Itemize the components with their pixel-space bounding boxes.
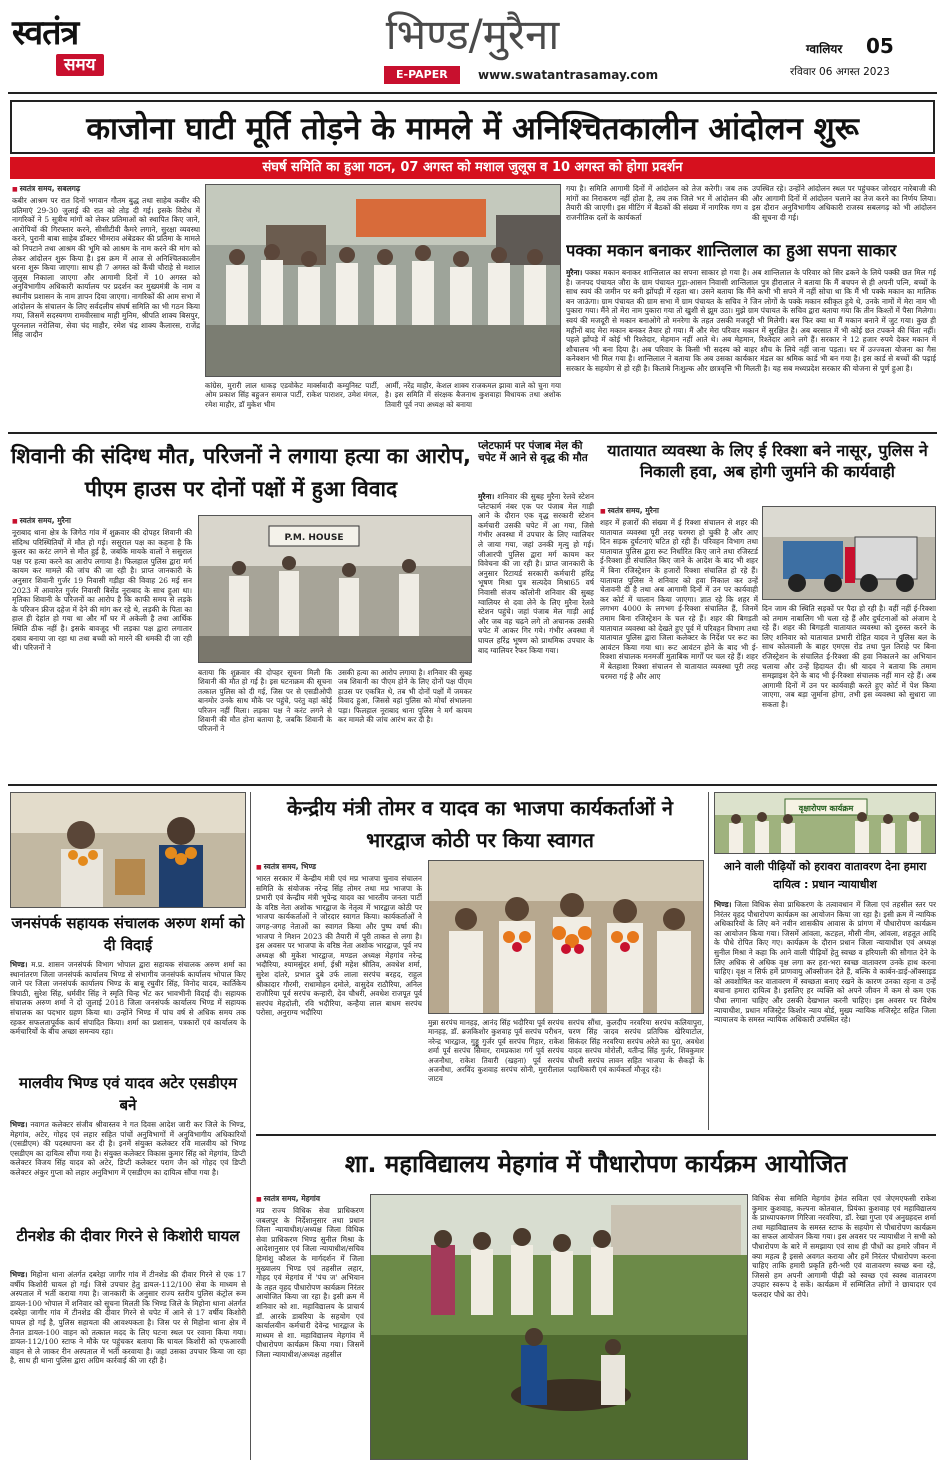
env-dateline: भिण्ड। [714, 900, 732, 909]
lead-caption-2: आर्मी, नरेंद्र माहौर, केशल शाक्य राजकमल झावा वाले को चुना गया है। इस समिति में संरक्षक बैजनाथ कुशवाहा विधायक तथा अशोक तिवारी पूर्व नपा अध्यक्ष को बनाया [385, 381, 561, 409]
traffic-column-1: शहर में हजारों की संख्या में ई रिक्शा संचालन से शहर की यातायात व्यवस्था पूरी तरह चरमरा हो चुकी है और आए दिन सड़क दुर्घटनाएं घटित हो रही हैं। परिवहन विभाग तथा यातायात पुलिस द्वारा रूट निर्धारित किए जाने तथा रजिस्टर्ड ई-रिक्शा ही संचालित किए जाने के आदेश के बाद भी शहर में बिना रजिस्ट्रेशन के हजारों रिक्शा संचालित हो रहे हैं। यातायात पुलिस ने शनिवार को हवा निकाल कर उन्हें चेतावनी दी है तथा अब आगामी दिनों में उन पर कार्यवाही कर कोर्ट में चालान किया जाएगा। ज्ञात रहे कि शहर में लगभग 4000 के लगभग ई-रिक्शा संचालित हैं, जिनमें तमाम बिना रजिस्ट्रेशन के चल रहे हैं। शहर की बिगड़ती यातायात व्यवस्था को देखते हुए पूर्व में परिवहन विभाग तथा यातायात पुलिस द्वारा जिला कलेक्टर के निर्देश पर रूट का आवंटन किया गया था। रूट आवंटन होने के बाद भी ई-रिक्शा संचालक मनमर्जी मुताबिक मार्गों पर चल रहे हैं। शहर में बेतहाशा रिक्शा संचालन से यातायात व्यवस्था पूरी तरह चरमरा गई है और आए [600, 518, 758, 681]
masthead [0, 0, 945, 92]
house-dateline: मुरैना। [566, 268, 583, 277]
welcome-photo [428, 860, 704, 1014]
death-caption-left: बताया कि शुक्रवार की दोपहर सूचना मिली कि शिवानी की मौत हो गई है। इस घटनाक्रम की सूचना तत्काल पुलिस को दी गई, जिस पर से एसडीओपी बानमोर उनके साथ मौके पर पहुंचे, परंतु वहां कोई परिजन नहीं मिला। लड़का पक्ष ने करंट लगने से शिवानी की मौत होना बताया है, जबकि शिवानी के परिजनों ने [198, 668, 332, 734]
column-divider-right [708, 792, 709, 1130]
death-column-1: नूराबाद थाना क्षेत्र के जिगेठ गांव में शुक्रवार की दोपहर शिवानी की संदिग्ध परिस्थितियों में मौत हो गई। ससुराल पक्ष का कहना है कि कूलर का करंट लगने से मौत हुई है, जबकि मायके वालों ने ससुराल पक्ष पर हत्या करने का आरोप लगाया है। फिलहाल पुलिस द्वारा मर्ग कायम कर मामले की जांच की जा रही है। प्राप्त जानकारी के अनुसार शिवानी गुर्जर 19 निवासी गड़ीहा की विवाह 26 मई सन 2023 में आवारेत गुर्जर निवासी बिसेंड नूराबाद के साथ हुआ था। मृतिका शिवानी के परिजनों का आरोप है कि काफी समय से लड़के के परिजन फ्रीज दहेज में देने की मांग कर रहे थे, लड़की के पिता का हाल ही देहांत हो गया था और माँ घर में अकेली है तथा आर्थिक स्थिति ठीक नहीं है। इसके बावजूद भी लड़का पक्ष द्वारा लगातार दबाव बनाया जा रहा था तथा बच्ची को मारने की धमकी दी जा रही थी। परिजनों ने [12, 528, 192, 653]
death-caption-right: उसकी हत्या का आरोप लगाया है। शनिवार की सुबह जब शिवानी का पीएम होने के लिए दोनों पक्ष पीएम हाउस पर एकत्रित थे, तब भी दोनों पक्षों में जमकर विवाद हुआ, जिससे वहां पुलिस को मोर्चा संभालना पड़ा। फिलहाल नूराबाद थाना पुलिस ने मर्ग कायम कर मामले की जांच आरंभ कर दी है। [338, 668, 472, 725]
lead-caption-1: कांग्रेस, मुरारी लाल धाकड़ एडवोकेट मार्क्सवादी कम्युनिस्ट पार्टी, ओम प्रकाश सिंह बहुजन समाज पार्टी, राकेश पाराशर, उमेश मंगल, रमेश माहौर, डॉ मुकेश भीम [205, 381, 379, 409]
welcome-caption-a: मुन्ना सरपंच मानहड़, आनंद सिंह भदौरिया पूर्व सरपंच मानहड़, डॉ. ब्रजकिशोर कुशवाह पूर्व सरपंच परीधन, नरेन्द्र भारद्वाज, गुड्डू गुर्जर पूर्व सरपंच गिहार, राकेश शर्मा पूर्व सरपंच सिमार, रामप्रकाश गर्ग पूर्व सरपंच अजनौधा, राकेश तिवारी (खहना) पूर्व सरपंच अजनौधा, अरविंद कुशवाह सरपंच सोनी, मुरारीलाल जाटव [428, 1018, 564, 1084]
masthead-divider [8, 92, 937, 94]
column-divider-left [250, 792, 251, 1460]
section-divider-3 [256, 1134, 936, 1136]
farewell-body [10, 960, 246, 1066]
sdm-body [10, 1120, 246, 1224]
welcome-column-1: भारत सरकार में केन्द्रीय मंत्री एवं मप्र भाजपा चुनाव संचालन समिति के संयोजक नरेन्द्र सिंह तोमर तथा मप्र भाजपा के प्रभारी एवं केन्द्रीय मंत्री भूपेन्द्र यादव का भारतीय जनता पार्टी के वरिष्ठ नेता अशोक भारद्वाज के नेतृत्व में भारद्वाज कोठी पर भाजपा कार्यकर्ताओं ने जोरदार स्वागत किया। कार्यकर्ताओं ने जगह-जगह नेताओं का स्वागत किया और पुष्प वर्षा की। भाजपा ने मिशन 2023 की तैयारी में पूरी ताकत से लगा है। इस अवसर पर भाजपा के वरिष्ठ नेता अशोक भारद्वाज, पूर्व नप अध्यक्ष श्री मुकेश भारद्वाज, मण्डल अध्यक्ष मेहगांव नरेन्द्र भदौरिया, श्यामसुंदर शर्मा, ईश्री महेश श्रीतिव, अवधेश शर्मा, सुरेश दांतरे, प्रभात दुबे उर्फ लाला सरपंच बरहद, राहुल श्रीकादार गौरमी, राधामोहन दमोले, वासुदेव राठौरिया, अनिल राजौरिया पूर्व सरपंच कन्हारी, देव चौधरी, अवधेश राजपूत पूर्व सरपंच मेहदोली, रवि भदौरिया, कन्हैया लाल बाधम सरपंच परोसा, अनुराग्य भदौरिया [256, 874, 422, 1018]
env-headline: आने वाली पीढ़ियों को हरावरा वातावरण देना हमारा दायित्व : प्रधान न्यायाधीश [723, 860, 927, 891]
logo-bottom-text: समय [56, 54, 104, 76]
house-body [566, 268, 936, 426]
page-number: 05 [866, 34, 894, 58]
issue-date: रविवार 06 अगस्त 2023 [790, 66, 890, 78]
rail-dateline: मुरैना। [478, 492, 495, 501]
wall-body [10, 1270, 246, 1460]
wall-headline: टीनशेड की दीवार गिरने से किशोरी घायल [16, 1227, 240, 1245]
lead-subheadline: संघर्ष समिति का हुआ गठन, 07 अगस्त को मशाल जुलूस व 10 अगस्त को होगा प्रदर्शन [10, 157, 935, 179]
college-headline: शा. महाविद्यालय मेहगांव में पौधारोपण कार्यक्रम आयोजित [344, 1150, 848, 1178]
traffic-byline: ■ स्वतंत्र समय, मुरैना [600, 506, 659, 516]
welcome-byline: ■ स्वतंत्र समय, भिण्ड [256, 862, 316, 872]
welcome-headline: केन्द्रीय मंत्री तोमर व यादव का भाजपा कार्यकर्ताओं ने भारद्वाज कोठी पर किया स्वागत [287, 796, 673, 852]
pm-house-photo [198, 515, 472, 663]
rail-body [478, 492, 594, 778]
section-divider-1 [8, 432, 937, 434]
house-headline: पक्का मकान बनाकर शान्तिलाल का हुआ सपना साकार [566, 241, 897, 260]
section-divider-2 [8, 784, 937, 786]
edition-title: भिण्ड/मुरैना [385, 10, 560, 59]
farewell-photo [10, 792, 246, 908]
farewell-dateline: भिण्ड। [10, 960, 28, 969]
wall-text: मिहोना थाना अंतर्गत दबरेहा जागीर गांव में टीनशेड की दीवार गिरने से एक 17 वर्षीय किशोरी घायल हो गई। जिसे उपचार हेतु डायल-112/100 सेवा के माध्यम से अस्पताल में भर्ती कराया गया है। जानकारी के अनुसार राज्य स्तरीय पुलिस कंट्रोल रूम डायल-100 भोपाल में शनिवार को सूचना मिलती कि भिण्ड जिले के मिहोना थाना अंतर्गत दबरेहा जागीर गांव में टीनशेड की दीवार गिरने से चपेट में आने से 17 वर्षीय किशोरी घायल हो गई है, पुलिस सहायता की आवश्यकता है। जिस पर से मिहोना थाना क्षेत्र में तैनात डायल-100 वाहन को तत्काल मदद के लिए घटना स्थल पर रवाना किया गया। डायल-112/100 स्टाफ ने मौके पर पहुंचकर बताया कि घायल किशोरी को एफआरवी वाहन से ले जाकर रीन अस्पताल में भर्ती करवाया है। जहां उसका उपचार किया जा रहा है, साथ ही थाना पुलिस द्वारा अग्रिम कार्रवाई की जा रही है। [10, 1270, 246, 1366]
sdm-headline: मालवीय भिण्ड एवं यादव अटेर एसडीएम बने [19, 1074, 237, 1114]
protest-photo [205, 184, 561, 377]
sdm-dateline: भिण्ड। [10, 1120, 28, 1129]
death-byline: ■ स्वतंत्र समय, मुरैना [12, 516, 71, 526]
house-text: पक्का मकान बनाकर शान्तिलाल का सपना साकार हो गया है। अब शान्तिलाल के परिवार को सिर ढकने के लिये पक्की छत मिल गई है। जनपद पंचायत जौरा के ग्राम पंचायत गुड़ा-आसन निवासी शान्तिलाल पुत्र हीरालाल ने बताया कि मैं बचपन से ही अपनी पत्नि, बच्चों के साथ स्वयं की जमीन पर बनी झोंपड़ी में रहता था। उसने बताया कि मैंने कभी भी सपने में नहीं सोचा था कि मैं भी पक्के मकान का मालिक बन जाऊंगा। ग्राम पंचायत की ग्राम सभा में ग्राम पंचायत के सचिव ने जिन लोगों के पक्के मकान स्वीकृत हुये थे, उनके नामों में मेरा नाम भी पुकारा गया। मैंने तो मेरा नाम पुकारा गया तो खुशी से झूम उठा। मुझे ग्राम पंचायत के सचिव द्वारा बताया गया कि तीन किश्तों में पैसा मिलेगा। स्वयं की मजदूरी से मकान बनाओगे तो मनरेगा के तहत उसकी मजदूरी भी मिलेगी। बस फिर क्या था मैं मकान बनाने में जुट गया। कुछ ही महीनों बाद मेरा मकान बनकर तैयार हो गया। मैं और मेरा परिवार मकान में सुरक्षित है। अब बरसात में भी कोई छत टपकने की चिंता नहीं। पहले झोंपड़े में कोई भी रिश्तेदार, मेहमान नहीं आते थे। अब मेहमान, रिश्तेदार आने लगे हैं। सरकार ने 12 हजार रुपये देकर मकान में शौचालय भी बना दिया है। अब परिवार के किसी भी सदस्य को बाहर शौच के लिये नहीं जाना पड़ता। घर में उज्ज्वला योजना का गैस कनेक्शन भी मिल गया है। शान्तिलाल ने बताया कि अब उसका कार्यकार मंडल का श्रमिक कार्ड भी बन गया है। इस कार्ड से बच्चों की पढ़ाई सरकार के सहयोग से हो रही है। किताबे निःशुल्क और छात्रवृत्ति भी मिलती है। यह सब मध्यप्रदेश सरकार की योजना से पूर्ण हुआ है। [566, 268, 936, 373]
lead-column-4: गया है। समिति आगामी दिनों में आंदोलन को तेज करेगी। जब तक मांगों का निराकरण नहीं होता है, तब तक जिले भर में आंदोलन की तैयारी की जाएगी। इस मीटिंग में बैठकों की संख्या में नागरिक गण व राजनीतिक दलों के कार्यकर्ता [566, 184, 748, 222]
rail-text: शनिवार की सुबह मुरैना रेलवे स्टेशन प्लेटफार्म नंबर एक पर पंजाब मेल गाड़ी आने के दौरान एक वृद्ध सरकारी स्टेशन कर्मचारी उसकी चपेट में आ गया, जिसे गंभीर अवस्था में उपचार के लिए ग्वालियर ले जाया गया, जहां उनकी मृत्यु हो गई। जीआरपी पुलिस द्वारा मर्ग कायम कर विवेचना की जा रही है। प्राप्त जानकारी के अनुसार रिटायर्ड सरकारी कर्मचारी हरिंद्र भूषण मिश्रा पुत्र सत्यदेव मिश्रा65 वर्ष निवासी संजय कॉलोनी शनिवार की सुबह ग्वालियर से दवा लेने के लिए मुरैना रेलवे स्टेशन पहुंचे। जहां पंजाब मेल गाड़ी आई और जब वह चढ़ने लगे तो अचानक उसकी चपेट में आकर गिर गये। गंभीर अवस्था में घायल हरिंद्र भूषण को प्राथमिक उपचार के बाद ग्वालियर रैफर किया गया। [478, 492, 594, 655]
city-label: ग्वालियर [806, 42, 843, 56]
college-column-2: विधिक सेवा समिति मेहगांव हेमंत सविता एवं जेएमएफसी राकेश कुमार कुशवाह, कल्पना कोतवाल, प्रियंका कुशवाह एवं महाविद्यालय के प्राध्यापकगण गिरिजा नरवरिया, डॉ. रेखा गुप्ता एवं अनुग्रहदत्त शर्मा तथा महाविद्यालय के समस्त स्टाफ के सहयोग से पौधारोपण कार्यक्रम का सफल आयोजन किया गया। इस अवसर पर न्यायाधीश ने सभी को पौधारोपण के बारे में समझाया एवं साथ ही पौधों का हमारे जीवन में क्या महत्व है इससे अवगत कराया और हमें निरंतर पौधारोपण करना चाहिए ताकि हमारी प्रकृति हरी-भरी एवं वातावरण स्वच्छ बना रहे, जिससे हम अपनी आगामी पीढ़ी को स्वच्छ एवं स्वस्थ वातावरण उपहार स्वरूप दे सकें। कार्यक्रम में सम्मिलित लोगों ने छायादार एवं फलदार पौधे का रोपे। [752, 1194, 936, 1299]
env-body [714, 900, 936, 1130]
logo [12, 14, 124, 84]
lead-column-1: कबीर आश्रम पर रात दिनों भगवान गौतम बुद्ध तथा साहेब कबीर की प्रतिमाएं 29-30 जुलाई की रात को तोड़ दी गई। इसके विरोध में नागरिकों ने 5 सूत्रीय मांगों को लेकर प्रतिमाओं को स्थापित किए जाने, आरोपियों की गिरफ्तार करने, सीसीटीवी कैमरे लगाने, सुरक्षा व्यवस्था करने, पुरानी बाबा साहेब डॉक्टर भीमराव अंबेडकर की प्रतिमा के मामले को निपटाने तथा आश्रम की भूमि को आश्रम के नाम करने की मांग को लेकर आंदोलन शुरू किया है। इस क्रम में आज से अनिश्चितकालीन धरना शुरू किया जाएगा। साथ ही 7 अगस्त को कैंची चौराहे से मशाल जुलूस निकाला जाएगा और आगामी दिनों में 10 अगस्त को अनुविभागीय अधिकारी कार्यालय पर प्रदर्शन कर मुख्यमंत्री के नाम व स्थानीय प्रशासन के नाम ज्ञापन दिया जाएगा। नागरिकों की आम सभा में आंदोलन के संचालन के लिए सर्वदलीय संघर्ष समिति का भी गठन किया गया, जिसमें सदस्यगण रामवीरसाथ माही मुनिम, श्रीपति शाक्य बिसपुर, पूरनलाल नरोलिया, सेवा चंद माहौर, रमेश चंद्र शाक्य कैलारस, राजेंद्र सिंह जादौन [12, 196, 200, 340]
env-text: जिला विधिक सेवा प्राधिकरण के तत्वावधान में जिला एवं तहसील स्तर पर निरंतर वृहद पौधारोपण कार्यक्रम का आयोजन किया जा रहा है। इसी क्रम में न्यायिक अधिकारियों के लिए बने नवीन शासकीय आवास के प्रांगण में पौधारोपण कार्यक्रम का आयोजन किया गया। जिसमें आंवला, कटहल, मौसी नीम, आंवला, शहतूत आदि के पौधे रोपित किए गए। कार्यक्रम के दौरान प्रधान जिला न्यायाधीश एवं अध्यक्ष सुनील मिश्रा ने कहा कि आने वाली पीढ़ियों हेतु स्वच्छ व हरियाली की सौगात देने के लिए अधिक से अधिक वृक्ष लगा कर हरा-भरा स्वच्छ वातावरण उनके हाथ करना चाहिए। वृक्ष न सिर्फ हमें प्राणवायु ऑक्सीजन देते हैं, बल्कि वे कार्बन-डाई-ऑक्साइड को अवशोषित कर वातावरण में स्वच्छता बनाए रखने के कारण उनका रहना व उन्हें बचाना हमारा दायित्व है। इसलिए हर व्यक्ति को अपने जीवन में कम से कम एक पौधा लगाना चाहिए और उसकी देखभाल करनी चाहिए। इस अवसर पर विशेष न्यायाधीश, प्रधान मजिस्ट्रेट किशोर न्याय बोर्ड, मुख्य न्यायिक मजिस्ट्रेट सहित जिला न्यायालय के समस्त न्यायिक अधिकारी उपस्थित रहे। [714, 900, 936, 1025]
plantation-banner: वृक्षारोपण कार्यक्रम [798, 804, 854, 813]
pm-house-sign: P.M. HOUSE [284, 533, 344, 543]
epaper-label[interactable]: E-PAPER [384, 66, 460, 84]
farewell-headline: जनसंपर्क सहायक संचालक अरुण शर्मा को दी विदाई [11, 914, 245, 954]
college-photo [370, 1194, 748, 1460]
death-headline: शिवानी की संदिग्ध मौत, परिजनों ने लगाया हत्या का आरोप, पीएम हाउस पर दोनों पक्षों में हुआ विवाद [10, 444, 472, 501]
website-link[interactable]: www.swatantrasamay.com [478, 68, 659, 82]
wall-dateline: भिण्ड। [10, 1270, 28, 1279]
lead-headline: काजोना घाटी मूर्ति तोड़ने के मामले में अनिश्चितकालीन आंदोलन शुरू [10, 100, 935, 154]
lead-byline: ■ स्वतंत्र समय, सबलगढ़ [12, 184, 80, 194]
lead-column-5: उपस्थित रहे। उन्होंने आंदोलन स्थल पर पहुंचकर जोरदार नारेबाजी की और आगामी दिनों में आंदोलन चलाने का तेज करने का निर्णय लिया। इस दौरान अनुविभागीय अधिकारी राजस्व सबलगढ़ को भी आंदोलन की सूचना दी गई। [752, 184, 936, 222]
college-byline: ■ स्वतंत्र समय, मेहगांव [256, 1194, 320, 1204]
traffic-column-2: दिन जाम की स्थिति सड़कों पर पैदा हो रही है। वहीं नहीं ई-रिक्शा को तमाम नाबालिग भी चला रहे हैं और दुर्घटनाओं को अंजाम दे रहे हैं। शहर की बिगड़ती यातायात व्यवस्था को दुरुस्त करने के लिए शनिवार को यातायात प्रभारी रोहित यादव ने पुलिस बल के साथ कोतवाली के बाहर एमएस रोड तथा पुल तिराहे पर बिना रजिस्ट्रेशन के संचालित ई-रिक्शा की हवा निकालने का अभियान चलाया और उन्हें हिदायत दी। श्री यादव ने बताया कि तमाम समझाइश देने के बाद भी ई-रिक्शा संचालक नहीं मान रहे हैं। अब आगामी दिनों में उन पर कार्यवाही करते हुए कोर्ट में पेश किया जाएगा, जब बड़ा जुर्माना होगा, तभी इस व्यवस्था को सुधारा जा सकता है। [762, 604, 936, 709]
college-column-1: मप्र राज्य विधिक सेवा प्राधिकरण जबलपुर के निर्देशानुसार तथा प्रधान जिला न्यायाधीश/अध्यक्ष जिला विधिक सेवा प्राधिकरण भिण्ड सुनील मिश्रा के आदेशानुसार एवं जिला न्यायाधीश/सचिव हिमांशु कौशल के मार्गदर्शन में जिला मुख्यालय भिण्ड एवं तहसील लहार, गोहद एवं मेहगांव में 'पंच ज' अभियान के तहत वृहद पौधारोपण कार्यक्रम निरंतर आयोजित किया जा रहा है। इसी क्रम में शनिवार को शा. महाविद्यालय के प्राचार्य डॉ. आरके डाबरिया के सहयोग एवं कार्यालयीन कर्मचारी देवेन्द्र भारद्वाज के माध्यम से शा. महाविद्यालय मेहगांव में पौधारोपण कार्यक्रम किया गया। जिसमें जिला न्यायाधीश/अध्यक्ष तहसील [256, 1206, 364, 1359]
rail-headline: प्लेटफार्म पर पंजाब मेल की चपेट में आने से वृद्ध की मौत [478, 440, 588, 464]
traffic-headline: यातायात व्यवस्था के लिए ई रिक्शा बने नासूर, पुलिस ने निकाली हवा, अब होगी जुर्माने की कार्यवाही [607, 441, 928, 481]
welcome-caption-b: सरपंच सौंधा, कुलदीप नरवरिया सरपंच कलियापुरा, चरण सिंह जादव सरपंच प्रतिपिक खेरियाटोल, सिकंदर सिंह नरवरिया सरपंच अरेले का पुरा, अवधेश यादव सरपंच मोरोली, यतीन्द्र सिंह गुर्जर, शिवकुमार चौधरी सरपंच लावन सहित भाजपा के सैकड़ों के पदाधिकारी एवं कार्यकर्ता मौजूद रहे। [568, 1018, 704, 1075]
sdm-text: नवागत कलेक्टर संजीव श्रीवास्तव ने गत दिवस आदेश जारी कर जिले के भिण्ड, मेहगांव, अटेर, गोहद एवं लहार सहित पांचों अनुविभागों में अनुविभागीय अधिकारियों (एसडीएम) की पदस्थापना कर दी है। इनमें संयुक्त कलेक्टर रवि मालवीय को भिण्ड एसडीएम का दायित्व सौंपा गया है। संयुक्त कलेक्टर विकास कुमार सिंह को मेहगांव, डिप्टी कलेक्टर विजय सिंह यादव को अटेर, डिप्टी कलेक्टर पराग जैन को गोहद एवं डिप्टी कलेक्टर अंकुर गुप्ता को लहार अनुविभाग में एसडीएम का दायित्व सौंपा गया है। [10, 1120, 246, 1177]
e-rickshaw-photo [762, 506, 936, 600]
logo-top-text: स्वतंत्र [12, 13, 79, 53]
plantation-photo [714, 792, 936, 854]
farewell-text: म.प्र. शासन जनसंपर्क विभाग भोपाल द्वारा सहायक संचालक अरुण शर्मा का स्थानांतरण जिला जनसंपर्क कार्यालय भिण्ड से संभागीय जनसंपर्क कार्यालय भोपाल किए जाने पर जिला जनसंपर्क कार्यालय भिण्ड के बाबू रघुवीर सिंह, विनोद यादव, कार्तिकेय त्रिपाठी, सुरेश सिंह, धर्मवीर सिंह ने स्मृति चिन्ह भेंट कर भावभीनी विदाई दी। सहायक संचालक अरुण शर्मा ने दो जुलाई 2018 जिला जनसंपर्क कार्यालय भिण्ड में सहायक संचालक का पदभार ग्रहण किया था। उन्होंने भिण्ड में पांच वर्ष से अधिक समय तक रहकर सफलतापूर्वक कार्य संपादित किया। शर्मा का प्रशासन, पत्रकारों एवं कार्यालय के कर्मचारियों के बीच अच्छा समन्वय रहा। [10, 960, 246, 1037]
